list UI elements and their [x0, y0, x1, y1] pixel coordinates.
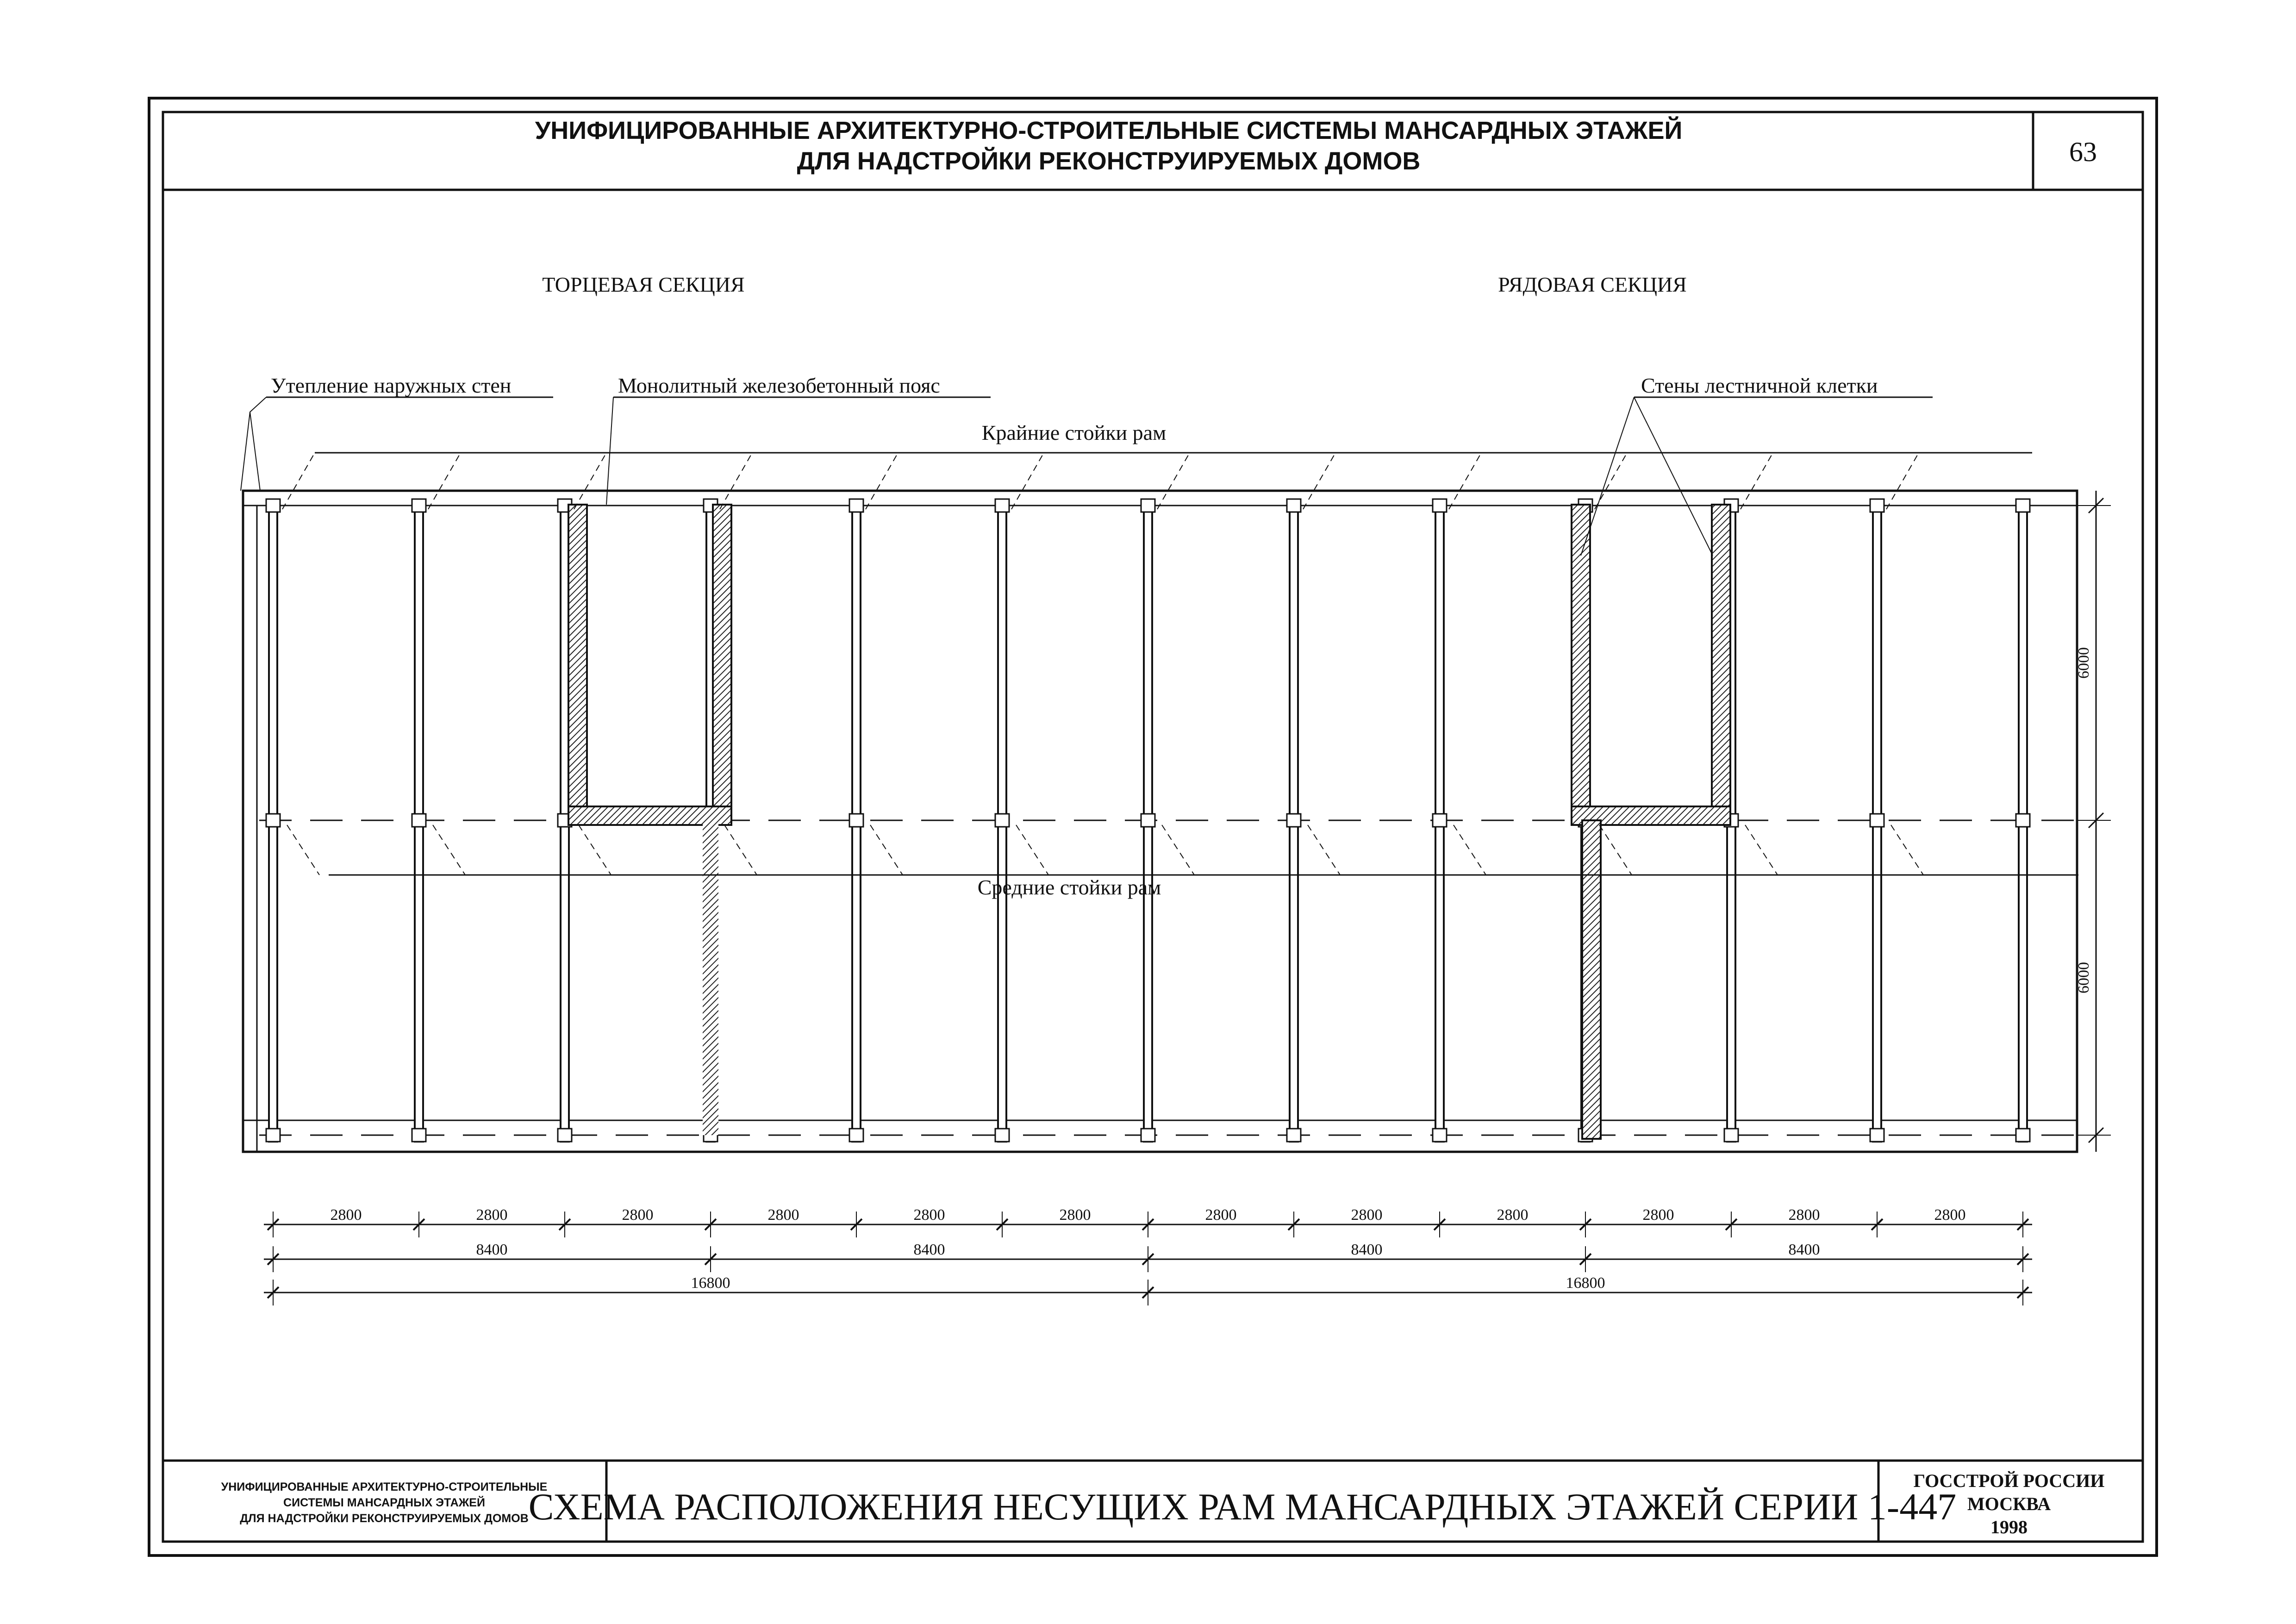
- outer-post-leader: [428, 453, 461, 509]
- header-block: [163, 112, 2143, 190]
- stair-wall: [1572, 505, 1590, 820]
- dimensions: [264, 491, 2111, 1305]
- post-node: [1870, 1129, 1884, 1142]
- post-node: [2016, 499, 2030, 512]
- middle-post-leader: [870, 825, 903, 875]
- stair-wall: [1712, 505, 1730, 820]
- dim-bay-value: 2800: [1059, 1206, 1091, 1224]
- post-node: [1433, 814, 1447, 827]
- post-node: [1870, 499, 1884, 512]
- post-node: [1433, 1129, 1447, 1142]
- org-city: МОСКВА: [1967, 1493, 2051, 1514]
- post-node: [1141, 814, 1155, 827]
- post-node: [412, 814, 426, 827]
- callout-leader: [241, 397, 266, 491]
- callout-outer-posts: Крайние стойки рам: [981, 421, 1167, 444]
- outer-post-leader: [1303, 453, 1335, 509]
- stair-wall: [568, 505, 587, 820]
- outer-post-leader: [1011, 453, 1044, 509]
- post-node: [2016, 814, 2030, 827]
- stair-wall: [703, 820, 718, 1135]
- post-node: [1433, 499, 1447, 512]
- plan-outline: [243, 491, 2077, 1152]
- outer-post-leader: [1741, 453, 1773, 509]
- post-node: [266, 1129, 280, 1142]
- post-node: [1141, 1129, 1155, 1142]
- middle-post-leader: [1016, 825, 1048, 875]
- dim-bay-value: 2800: [1497, 1206, 1529, 1224]
- stamp-series-line3: ДЛЯ НАДСТРОЙКИ РЕКОНСТРУИРУЕМЫХ ДОМОВ: [240, 1512, 529, 1525]
- outer-post-leader: [866, 453, 898, 509]
- grid-axes: [259, 506, 2109, 1135]
- outer-post-leader: [282, 453, 315, 509]
- dim-bay-value: 2800: [767, 1206, 799, 1224]
- middle-post-leader: [724, 825, 757, 875]
- dim-bay-value: 2800: [1205, 1206, 1237, 1224]
- stamp-series-line2: СИСТЕМЫ МАНСАРДНЫХ ЭТАЖЕЙ: [283, 1496, 485, 1509]
- dim-bay-value: 2800: [622, 1206, 654, 1224]
- post-node: [1287, 499, 1301, 512]
- floor-plan: [243, 453, 2109, 1152]
- post-node: [1287, 1129, 1301, 1142]
- post-node: [1870, 814, 1884, 827]
- header-title-line1: УНИФИЦИРОВАННЫЕ АРХИТЕКТУРНО-СТРОИТЕЛЬНЫЕ СИСТЕМЫ МАНСАРДНЫХ ЭТАЖЕЙ: [535, 117, 1683, 144]
- outer-post-leader: [1157, 453, 1190, 509]
- section-title-row: РЯДОВАЯ СЕКЦИЯ: [1498, 273, 1687, 296]
- middle-post-leader: [287, 825, 319, 875]
- page-number: 63: [2069, 137, 2097, 167]
- title-block: [163, 1461, 2143, 1542]
- post-node: [266, 814, 280, 827]
- outer-post-leader: [1449, 453, 1481, 509]
- middle-post-leader: [1308, 825, 1340, 875]
- post-node: [849, 499, 863, 512]
- post-node: [558, 1129, 572, 1142]
- middle-post-leader: [1599, 825, 1632, 875]
- header-title-line2: ДЛЯ НАДСТРОЙКИ РЕКОНСТРУИРУЕМЫХ ДОМОВ: [797, 147, 1421, 175]
- post-node: [849, 1129, 863, 1142]
- stair-wall: [1582, 820, 1601, 1139]
- sheet-title: СХЕМА РАСПОЛОЖЕНИЯ НЕСУЩИХ РАМ МАНСАРДНЫХ ЭТАЖЕЙ СЕРИИ 1-447: [528, 1486, 1957, 1528]
- post-node: [995, 1129, 1009, 1142]
- dim-bay-value: 2800: [1351, 1206, 1383, 1224]
- post-node: [995, 814, 1009, 827]
- stair-wall: [713, 505, 731, 820]
- dim-bay-value: 2800: [476, 1206, 508, 1224]
- post-node: [995, 499, 1009, 512]
- outer-post-leader: [1886, 453, 1919, 509]
- dim-depth-bottom: 6000: [2075, 962, 2092, 993]
- callout-middle-posts: Средние стойки рам: [977, 875, 1161, 899]
- callout-leader: [250, 412, 260, 491]
- stamp-series-line1: УНИФИЦИРОВАННЫЕ АРХИТЕКТУРНО-СТРОИТЕЛЬНЫЕ: [221, 1480, 548, 1493]
- dim-group-value: 8400: [913, 1241, 945, 1258]
- dim-depth-top: 6000: [2075, 647, 2092, 679]
- post-node: [2016, 1129, 2030, 1142]
- post-node: [412, 1129, 426, 1142]
- post-node: [1287, 814, 1301, 827]
- post-node: [849, 814, 863, 827]
- callout-belt: Монолитный железобетонный пояс: [618, 374, 940, 397]
- callout-leader: [606, 397, 613, 505]
- dim-bay-value: 2800: [913, 1206, 945, 1224]
- callout-insulation: Утепление наружных стен: [271, 374, 512, 397]
- outer-post-leader: [720, 453, 752, 509]
- dim-group-value: 8400: [476, 1241, 508, 1258]
- dim-section-value: 16800: [1566, 1274, 1605, 1292]
- org-name: ГОССТРОЙ РОССИИ: [1913, 1470, 2105, 1491]
- callout-leader: [1634, 397, 1713, 556]
- middle-post-leader: [1891, 825, 1923, 875]
- post-node: [266, 499, 280, 512]
- vertical-dimension: [2075, 491, 2111, 1152]
- middle-post-leader: [1454, 825, 1486, 875]
- middle-post-leader: [433, 825, 465, 875]
- middle-post-leader: [1162, 825, 1194, 875]
- post-node: [412, 499, 426, 512]
- dim-bay-value: 2800: [1642, 1206, 1674, 1224]
- dim-bay-value: 2800: [330, 1206, 362, 1224]
- dim-bay-value: 2800: [1788, 1206, 1820, 1224]
- section-title-end: ТОРЦЕВАЯ СЕКЦИЯ: [542, 273, 745, 296]
- middle-post-leader: [579, 825, 611, 875]
- dim-group-value: 8400: [1788, 1241, 1820, 1258]
- dim-section-value: 16800: [691, 1274, 730, 1292]
- outer-post-leader: [574, 453, 606, 509]
- dim-bay-value: 2800: [1934, 1206, 1966, 1224]
- callout-stair-walls: Стены лестничной клетки: [1641, 374, 1878, 397]
- post-node: [1141, 499, 1155, 512]
- dim-group-value: 8400: [1351, 1241, 1383, 1258]
- middle-post-leader: [1745, 825, 1778, 875]
- stair-walls-row: [1572, 505, 1730, 1139]
- post-node: [1724, 1129, 1738, 1142]
- org-year: 1998: [1990, 1517, 2028, 1537]
- callout-leader: [1581, 397, 1634, 556]
